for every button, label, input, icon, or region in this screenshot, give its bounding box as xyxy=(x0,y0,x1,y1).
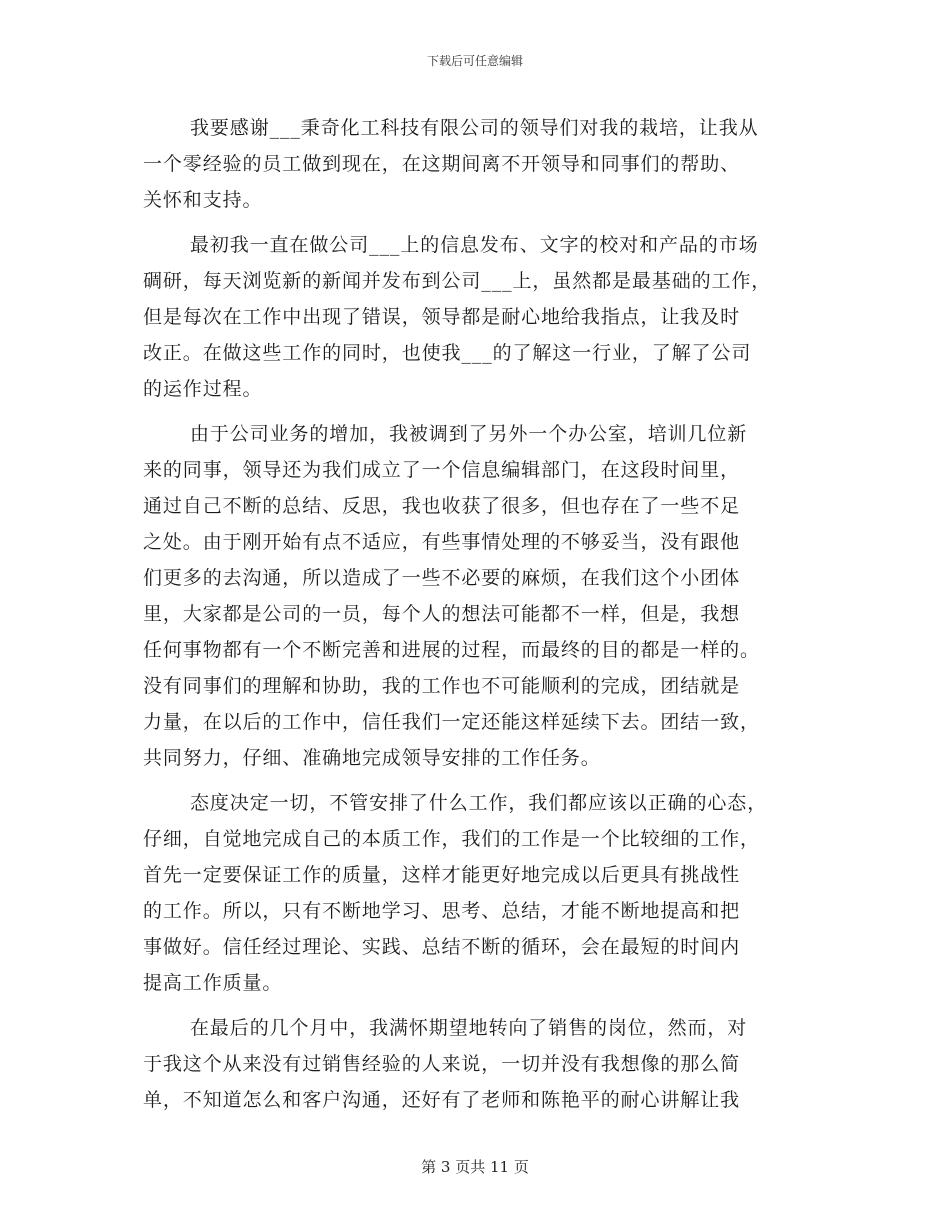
paragraph xyxy=(143,1010,807,1118)
text-line: 最初我一直在做公司___上的信息发布、文字的校对和产品的市场 xyxy=(190,234,759,256)
text-line: 之处。由于刚开始有点不适应，有些事情处理的不够妥当，没有跟他 xyxy=(143,531,741,553)
text-line: 没有同事们的理解和协助，我的工作也不可能顺利的完成，团结就是 xyxy=(143,675,741,697)
paragraph xyxy=(143,785,807,1001)
text-line: 力量，在以后的工作中，信任我们一定还能这样延续下去。团结一致， xyxy=(143,711,760,733)
text-line: 碉研，每天浏览新的新闻并发布到公司___上，虽然都是最基础的工作， xyxy=(143,270,772,292)
text-line: 但是每次在工作中出现了错误，领导都是耐心地给我指点，让我及时 xyxy=(143,306,741,328)
text-line: 单，不知道怎么和客户沟通，还好有了老师和陈艳平的耐心讲解让我 xyxy=(143,1089,741,1111)
text-line: 共同努力，仔细、准确地完成领导安排的工作任务。 xyxy=(143,747,601,769)
text-line: 的工作。所以，只有不断地学习、思考、总结，才能不断地提高和把 xyxy=(143,900,741,922)
paragraph xyxy=(143,416,807,776)
text-line: 们更多的去沟通，所以造成了一些不必要的麻烦，在我们这个小团体 xyxy=(143,567,741,589)
page-header-note: 下载后可任意编辑 xyxy=(426,54,523,68)
text-line: 态度决定一切，不管安排了什么工作，我们都应该以正确的心态， xyxy=(190,792,768,814)
text-line: 里，大家都是公司的一员，每个人的想法可能都不一样，但是，我想 xyxy=(143,603,741,625)
text-line: 通过自己不断的总结、反思，我也收获了很多，但也存在了一些不足 xyxy=(143,495,741,517)
text-line: 在最后的几个月中，我满怀期望地转向了销售的岗位，然而，对 xyxy=(190,1017,748,1039)
text-line: 改正。在做这些工作的同时，也使我___的了解这一行业，了解了公司 xyxy=(143,342,752,364)
text-line: 我要感谢___秉奇化工科技有限公司的领导们对我的栽培，让我从 xyxy=(190,117,759,139)
text-line: 仔细，自觉地完成自己的本质工作，我们的工作是一个比较细的工作， xyxy=(143,828,760,850)
text-line: 关怀和支持。 xyxy=(143,189,263,211)
page-number-footer: 第 3 页共 11 页 xyxy=(421,1158,529,1176)
text-line: 首先一定要保证工作的质量，这样才能更好地完成以后更具有挑战性 xyxy=(143,864,741,886)
paragraph xyxy=(143,110,807,218)
text-line: 的运作过程。 xyxy=(143,378,263,400)
text-line: 提高工作质量。 xyxy=(143,972,283,994)
text-line: 任何事物都有一个不断完善和进展的过程，而最终的目的都是一样的。 xyxy=(143,639,760,661)
text-line: 来的同事，领导还为我们成立了一个信息编辑部门，在这段时间里， xyxy=(143,459,741,481)
text-line: 事做好。信任经过理论、实践、总结不断的循环，会在最短的时间内 xyxy=(143,936,741,958)
text-line: 一个零经验的员工做到现在，在这期间离不开领导和同事们的帮助、 xyxy=(143,153,741,175)
document-body xyxy=(143,110,807,1118)
text-line: 由于公司业务的增加，我被调到了另外一个办公室，培训几位新 xyxy=(190,423,748,445)
paragraph xyxy=(143,227,807,407)
text-line: 于我这个从来没有过销售经验的人来说，一切并没有我想像的那么简 xyxy=(143,1053,741,1075)
